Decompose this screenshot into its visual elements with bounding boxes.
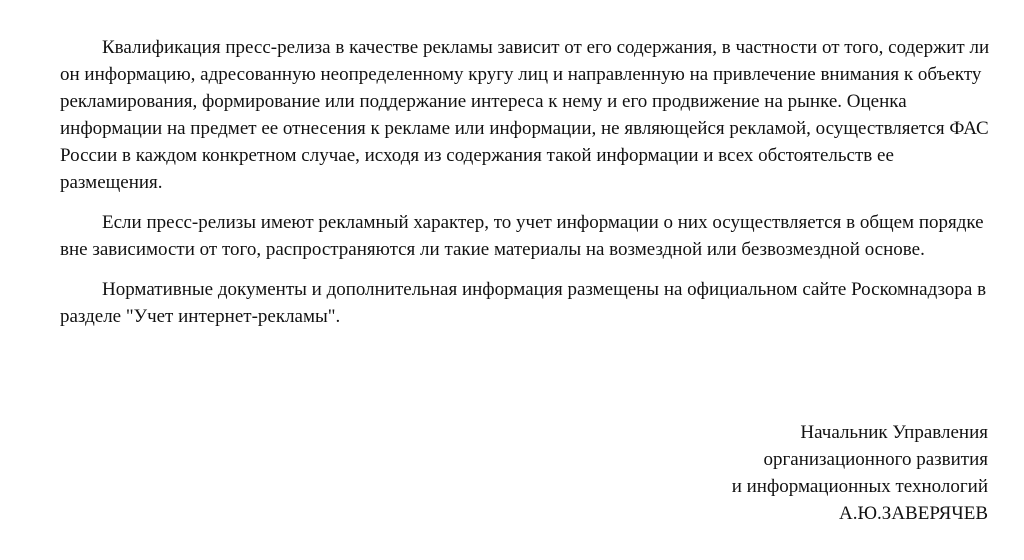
paragraph-normative-documents: Нормативные документы и дополнительная информация размещены на официальном сайте Роскомнадзора в разделе "Учет интернет-рекламы". <box>60 279 987 327</box>
signature-position-line-3: и информационных технологий <box>731 476 988 497</box>
signature-block <box>732 419 988 527</box>
paragraph-advertising-accounting: Если пресс-релизы имеют рекламный характер, то учет информации о них осуществляется в общем порядке вне зависимости от того, распространяются ли такие материалы на возмездной или безвозмездной основе. <box>60 212 984 260</box>
signature-position-line-1: Начальник Управления <box>800 422 988 443</box>
paragraph-press-release-qualification: Квалификация пресс-релиза в качестве рекламы зависит от его содержания, в частности от того, содержит ли он информацию, адресованную неопределенному кругу лиц и направленную на привлечение внимания к объекту рекламирования, формирование или поддержание интереса к нему и его продвижение на рынке. Оценка информации на предмет ее отнесения к рекламе или информации, не являющейся рекламой, осуществляется ФАС России в каждом конкретном случае, исходя из содержания такой информации и всех обстоятельств ее размещения. <box>60 37 990 193</box>
signature-name: А.Ю.ЗАВЕРЯЧЕВ <box>839 503 988 524</box>
document-body <box>60 34 992 343</box>
signature-position-line-2: организационного развития <box>763 449 988 470</box>
